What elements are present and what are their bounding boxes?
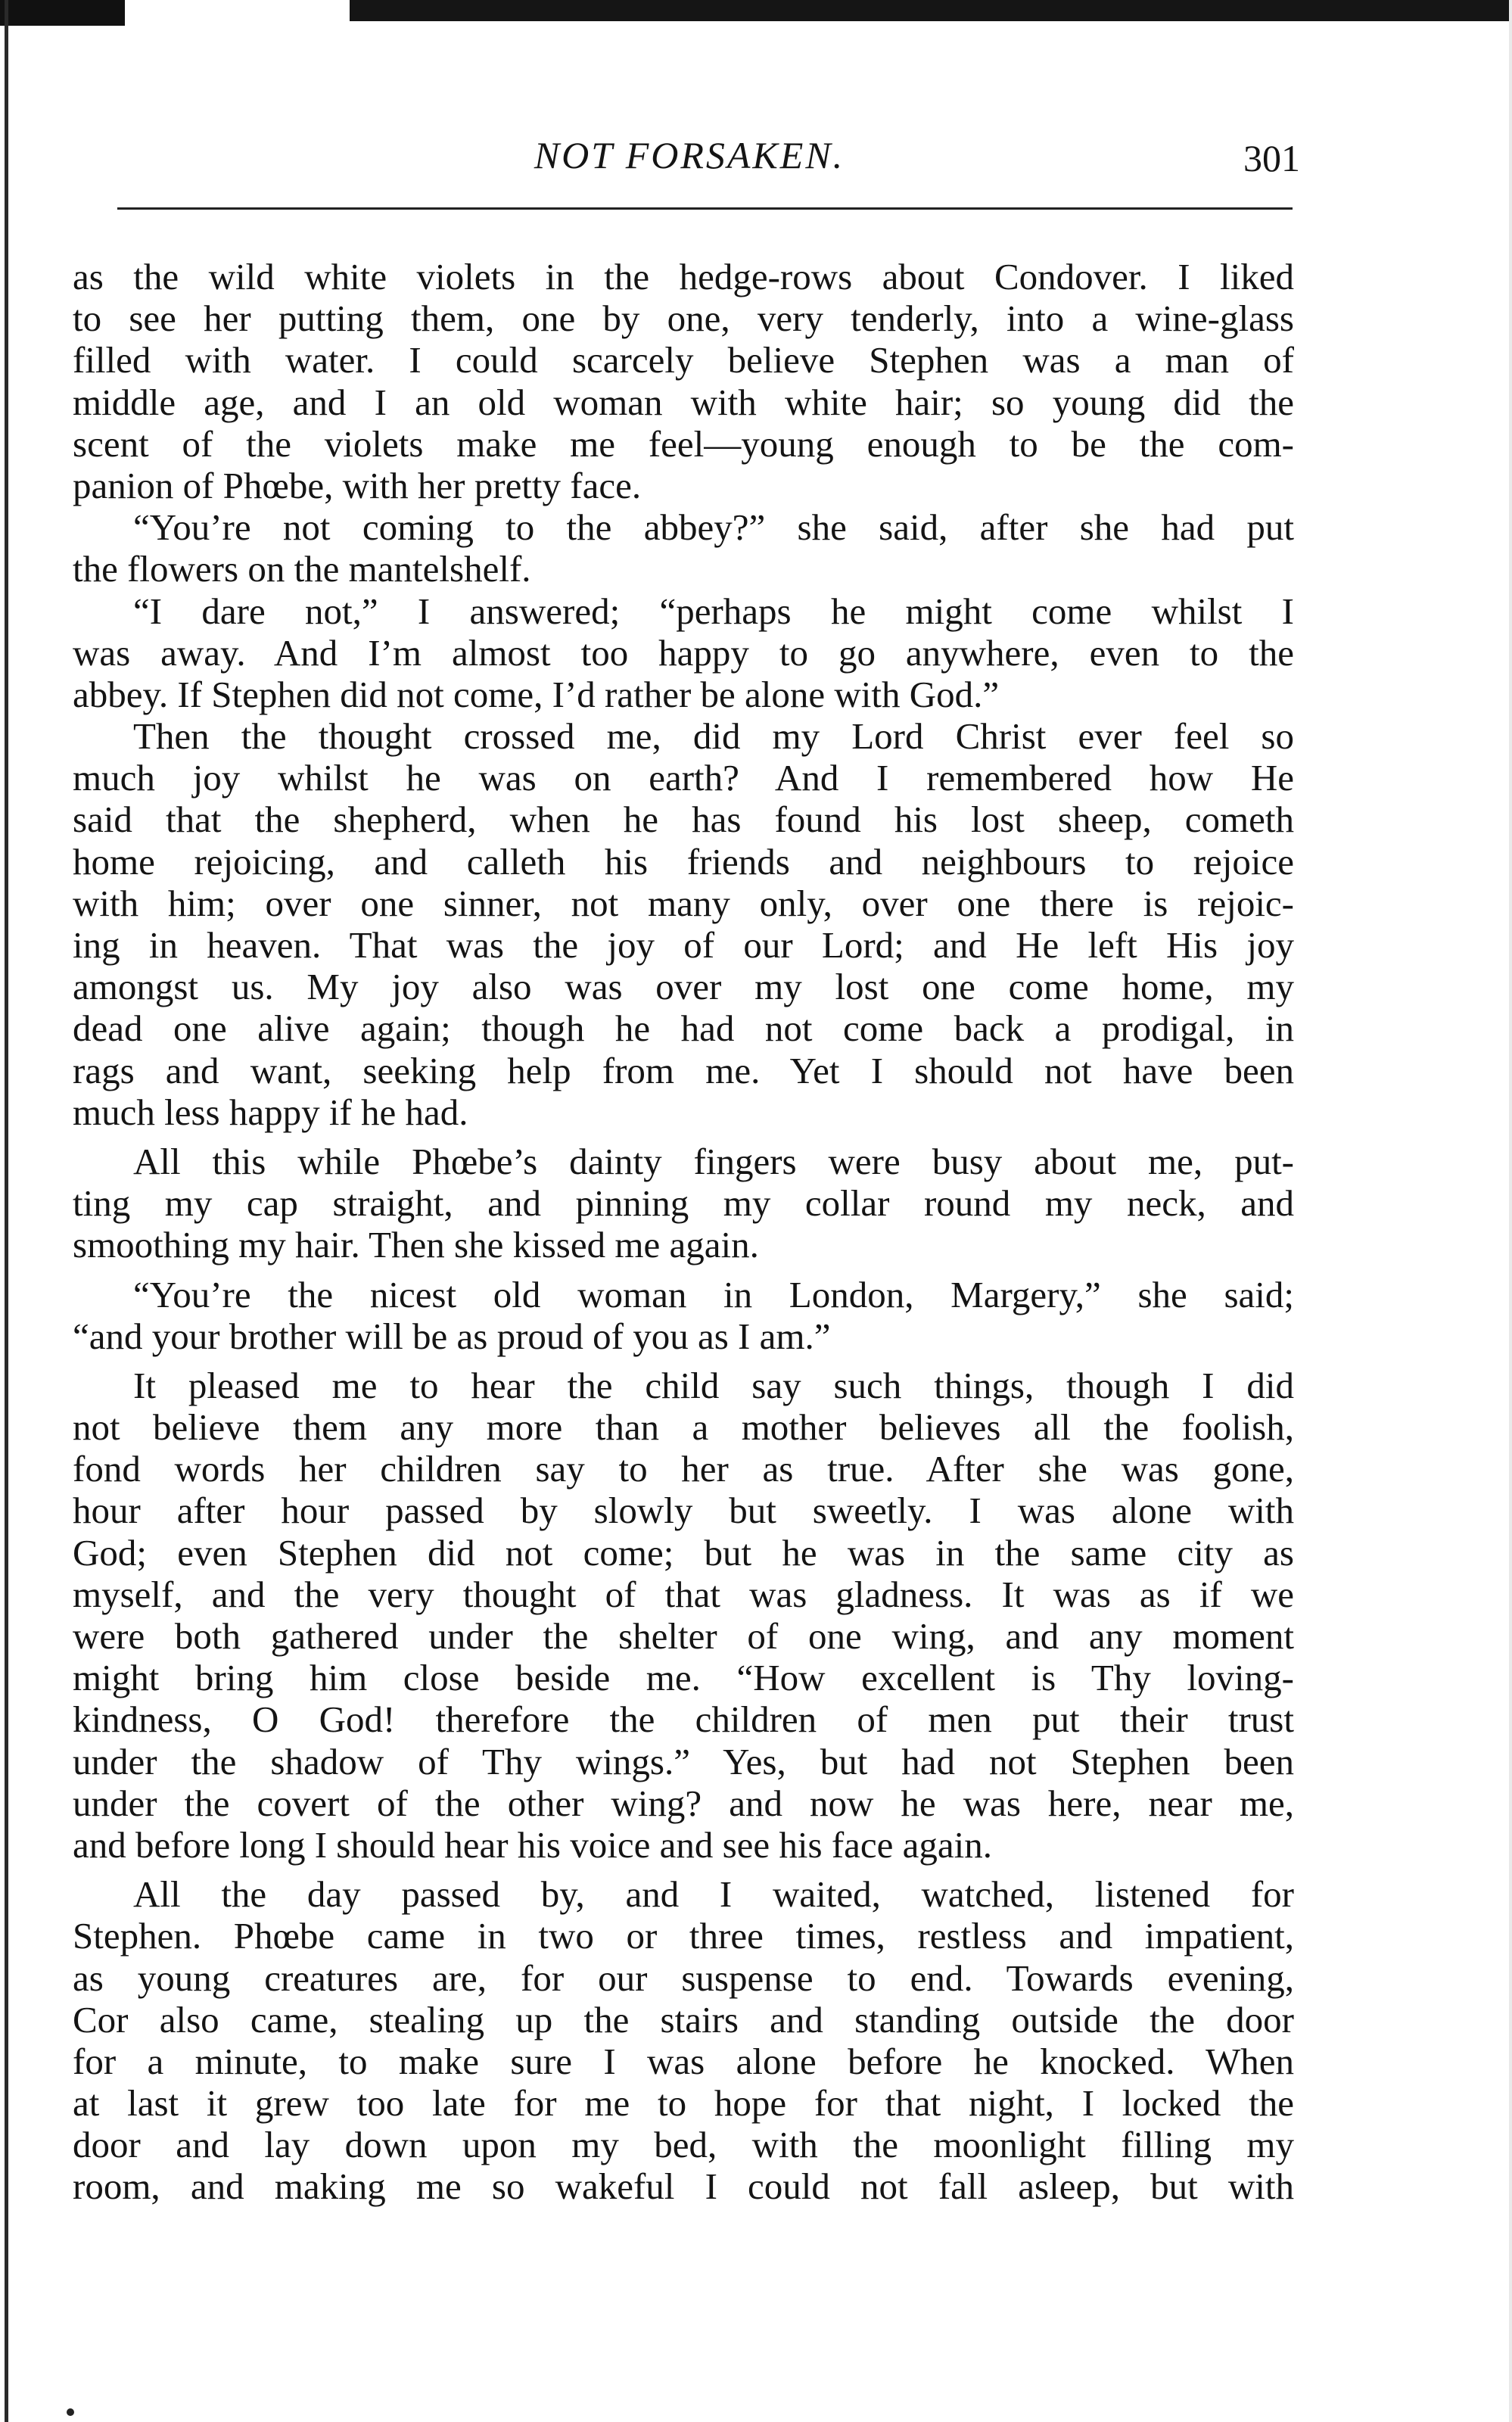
top-scan-edge-left (0, 0, 125, 26)
text-line: fond words her children say to her as true. After she was gone, (73, 1448, 1294, 1490)
body-text (73, 256, 1294, 2208)
text-line: to see her putting them, one by one, very tenderly, into a wine-glass (73, 297, 1294, 340)
text-line: “You’re not coming to the abbey?” she said, after she had put (133, 506, 1294, 549)
text-line: with him; over one sinner, not many only, over one there is rejoic- (73, 882, 1294, 924)
text-line: was away. And I’m almost too happy to go anywhere, even to the (73, 631, 1294, 674)
text-line: kindness, O God! therefore the children of men put their trust (73, 1698, 1294, 1741)
text-line: “and your brother will be as proud of you as I am.” (73, 1315, 831, 1357)
text-line: God; even Stephen did not come; but he was in the same city as (73, 1531, 1294, 1574)
text-line: panion of Phœbe, with her pretty face. (73, 464, 642, 506)
text-line: filled with water. I could scarcely believe Stephen was a man of (73, 339, 1294, 381)
page-header (73, 127, 1306, 180)
text-line: abbey. If Stephen did not come, I’d rather be alone with God.” (73, 673, 1000, 715)
text-line: home rejoicing, and calleth his friends and neighbours to rejoice (73, 840, 1294, 883)
right-scan-edge (1509, 0, 1512, 2422)
text-line: All this while Phœbe’s dainty fingers were busy about me, put- (133, 1140, 1294, 1182)
text-line: dead one alive again; though he had not come back a prodigal, in (73, 1007, 1294, 1050)
text-line: Cor also came, stealing up the stairs and standing outside the door (73, 1998, 1294, 2041)
text-line: door and lay down upon my bed, with the moonlight filling my (73, 2124, 1294, 2166)
text-line: ting my cap straight, and pinning my collar round my neck, and (73, 1182, 1294, 1225)
text-line: under the covert of the other wing? and now he was here, near me, (73, 1782, 1294, 1824)
text-line: much joy whilst he was on earth? And I remembered how He (73, 757, 1294, 799)
text-line: rags and want, seeking help from me. Yet I should not have been (73, 1049, 1294, 1091)
text-line: smoothing my hair. Then she kissed me again. (73, 1224, 759, 1266)
text-line: under the shadow of Thy wings.” Yes, but had not Stephen been (73, 1740, 1294, 1782)
text-line: Then the thought crossed me, did my Lord Christ ever feel so (133, 715, 1294, 758)
text-line: at last it grew too late for me to hope for that night, I locked the (73, 2082, 1294, 2125)
page-number: 301 (1243, 137, 1300, 179)
text-line: as young creatures are, for our suspense to end. Towards evening, (73, 1957, 1294, 1999)
text-line: not believe them any more than a mother believes all the foolish, (73, 1406, 1294, 1449)
text-line: and before long I should hear his voice and see his face again. (73, 1823, 993, 1866)
text-line: middle age, and I an old woman with white hair; so young did the (73, 381, 1294, 423)
text-line: much less happy if he had. (73, 1091, 468, 1133)
text-line: amongst us. My joy also was over my lost one come home, my (73, 966, 1294, 1008)
text-line: as the wild white violets in the hedge-rows about Condover. I liked (73, 256, 1294, 297)
text-line: “I dare not,” I answered; “perhaps he might come whilst I (133, 590, 1294, 632)
text-line: It pleased me to hear the child say such things, though I did (133, 1364, 1294, 1406)
running-title: NOT FORSAKEN. (534, 134, 845, 176)
left-scan-edge (5, 0, 8, 2422)
header-rule (117, 207, 1293, 210)
text-line: might bring him close beside me. “How excellent is Thy loving- (73, 1657, 1294, 1699)
text-line: said that the shepherd, when he has found his lost sheep, cometh (73, 799, 1294, 841)
text-line: the flowers on the mantelshelf. (73, 548, 531, 590)
top-scan-edge-right (350, 0, 1512, 21)
text-line: Stephen. Phœbe came in two or three times, restless and impatient, (73, 1915, 1294, 1957)
text-line: for a minute, to make sure I was alone before he knocked. When (73, 2040, 1294, 2082)
text-line: “You’re the nicest old woman in London, Margery,” she said; (133, 1273, 1294, 1315)
scan-mark (67, 2408, 74, 2416)
text-line: myself, and the very thought of that was gladness. It was as if we (73, 1573, 1294, 1615)
text-line: room, and making me so wakeful I could not fall asleep, but with (73, 2165, 1294, 2208)
text-line: scent of the violets make me feel—young enough to be the com- (73, 422, 1294, 465)
text-line: were both gathered under the shelter of one wing, and any moment (73, 1615, 1294, 1657)
text-line: hour after hour passed by slowly but sweetly. I was alone with (73, 1490, 1294, 1532)
text-line: All the day passed by, and I waited, watched, listened for (133, 1873, 1294, 1916)
text-line: ing in heaven. That was the joy of our Lord; and He left His joy (73, 924, 1294, 966)
